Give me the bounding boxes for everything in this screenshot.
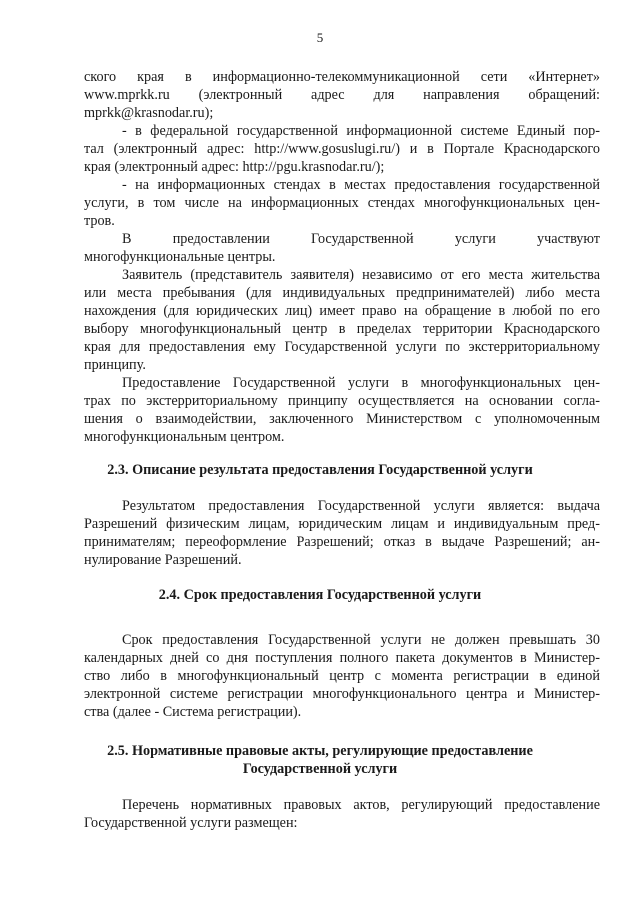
text-line: края для предоставления ему Государственной услуги по экстерриториальному	[84, 339, 600, 355]
text-line: многофункциональным центром.	[84, 429, 285, 445]
text-line: электронной системе регистрации многофункционального центра и Министер-	[84, 686, 600, 702]
text-line: календарных дней со дня поступления полного пакета документов в Министер-	[84, 650, 600, 666]
text-line: тров.	[84, 213, 115, 229]
text-line: нахождения (для юридических лиц) имеет право на обращение в любой по его	[84, 303, 600, 319]
text-line: Заявитель (представитель заявителя) независимо от его места жительства	[122, 267, 600, 283]
text-line: ства (далее - Система регистрации).	[84, 704, 302, 720]
text-line: Государственной услуги размещен:	[84, 815, 298, 831]
text-line: Предоставление Государственной услуги в многофункциональных цен-	[122, 375, 600, 391]
section-heading-2-3: 2.3. Описание результата предоставления Государственной услуги	[107, 462, 533, 478]
text-line: Перечень нормативных правовых актов, регулирующий предоставление	[122, 797, 600, 813]
section-heading-2-4: 2.4. Срок предоставления Государственной услуги	[158, 587, 482, 603]
text-line: ство либо в многофункциональный центр с момента регистрации в единой	[84, 668, 600, 684]
text-line: www.mprkk.ru (электронный адрес для направления обращений:	[84, 87, 600, 103]
text-line: принимателям; переоформление Разрешений; отказ в выдаче Разрешений; ан-	[84, 534, 600, 550]
section-heading-2-5: 2.5. Нормативные правовые акты, регулирующие предоставление	[107, 743, 533, 759]
text-line: тал (электронный адрес: http://www.gosuslugi.ru/) и в Портале Краснодарского	[84, 141, 600, 157]
text-line: ского края в информационно-телекоммуникационной сети «Интернет»	[84, 69, 600, 85]
text-line: нулирование Разрешений.	[84, 552, 242, 568]
text-line: многофункциональные центры.	[84, 249, 276, 265]
text-line: услуги, в том числе на информационных стендах многофункциональных цен-	[84, 195, 600, 211]
section-heading-2-5-cont: Государственной услуги	[242, 761, 398, 777]
text-line: В предоставлении Государственной услуги участвуют	[122, 231, 600, 247]
text-line: Срок предоставления Государственной услуги не должен превышать 30	[122, 632, 600, 648]
text-line: Результатом предоставления Государственной услуги является: выдача	[122, 498, 600, 514]
text-line: или места пребывания (для индивидуальных предпринимателей) либо места	[84, 285, 600, 301]
text-line: края (электронный адрес: http://pgu.krasnodar.ru/);	[84, 159, 385, 175]
text-line: Разрешений физическим лицам, юридическим лицам и индивидуальным пред-	[84, 516, 600, 532]
text-line: трах по экстерриториальному принципу осуществляется на основании согла-	[84, 393, 600, 409]
text-line: - в федеральной государственной информационной системе Единый пор-	[122, 123, 600, 139]
text-line: - на информационных стендах в местах предоставления государственной	[122, 177, 600, 193]
text-line: принципу.	[84, 357, 146, 373]
text-line: шения о взаимодействии, заключенного Министерством с уполномоченным	[84, 411, 600, 427]
page-number: 5	[316, 30, 324, 45]
text-line: выбору многофункциональный центр в пределах территории Краснодарского	[84, 321, 600, 337]
text-line: mprkk@krasnodar.ru);	[84, 105, 214, 121]
